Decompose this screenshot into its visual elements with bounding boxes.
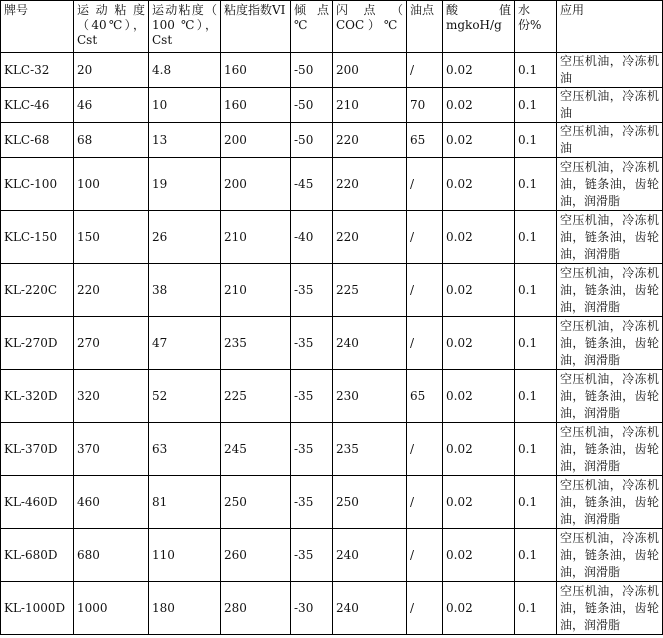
cell-pour-point: -35 [291, 317, 333, 370]
cell-acid-value: 0.02 [443, 53, 515, 88]
table-row [1, 88, 663, 123]
cell-viscosity-index: 250 [221, 476, 291, 529]
cell-viscosity-100: 10 [149, 88, 221, 123]
table-row [1, 370, 663, 423]
cell-water: 0.1 [515, 370, 557, 423]
cell-application: 空压机油，冷冻机油，链条油，齿轮油，润滑脂 [557, 317, 663, 370]
cell-flash-point: 250 [333, 476, 407, 529]
table-row [1, 211, 663, 264]
cell-viscosity-40: 68 [74, 123, 149, 158]
cell-acid-value: 0.02 [443, 423, 515, 476]
cell-application: 空压机油，冷冻机油，链条油，齿轮油，润滑脂 [557, 423, 663, 476]
cell-pour-point: -35 [291, 423, 333, 476]
cell-grade: KL-270D [1, 317, 74, 370]
cell-flash-point: 240 [333, 529, 407, 582]
cell-grade: KLC-150 [1, 211, 74, 264]
cell-viscosity-index: 210 [221, 264, 291, 317]
cell-viscosity-100: 38 [149, 264, 221, 317]
cell-viscosity-40: 320 [74, 370, 149, 423]
cell-pour-point: -45 [291, 158, 333, 211]
cell-application: 空压机油，冷冻机油，链条油，齿轮油，润滑脂 [557, 264, 663, 317]
header-water: 水份% [515, 1, 557, 53]
cell-viscosity-index: 160 [221, 88, 291, 123]
header-row [1, 1, 663, 53]
cell-pour-point: -40 [291, 211, 333, 264]
cell-water: 0.1 [515, 53, 557, 88]
cell-viscosity-40: 20 [74, 53, 149, 88]
cell-pour-point: -30 [291, 582, 333, 635]
cell-flash-point: 210 [333, 88, 407, 123]
cell-grade: KL-680D [1, 529, 74, 582]
cell-oil-point: 65 [407, 123, 443, 158]
cell-water: 0.1 [515, 582, 557, 635]
header-viscosity-40: 运动粘度（40℃），Cst [74, 1, 149, 53]
cell-oil-point: / [407, 211, 443, 264]
cell-grade: KLC-32 [1, 53, 74, 88]
cell-water: 0.1 [515, 529, 557, 582]
cell-application: 空压机油，冷冻机油 [557, 88, 663, 123]
cell-application: 空压机油，冷冻机油，链条油，齿轮油，润滑脂 [557, 211, 663, 264]
cell-viscosity-100: 63 [149, 423, 221, 476]
table-row [1, 582, 663, 635]
cell-oil-point: / [407, 264, 443, 317]
header-oil-point: 油点 [407, 1, 443, 53]
cell-oil-point: / [407, 53, 443, 88]
cell-acid-value: 0.02 [443, 529, 515, 582]
cell-oil-point: / [407, 476, 443, 529]
cell-acid-value: 0.02 [443, 123, 515, 158]
cell-water: 0.1 [515, 123, 557, 158]
table-row [1, 264, 663, 317]
cell-acid-value: 0.02 [443, 264, 515, 317]
header-pour-point: 倾 点 ℃ [291, 1, 333, 53]
cell-viscosity-40: 220 [74, 264, 149, 317]
cell-flash-point: 200 [333, 53, 407, 88]
cell-viscosity-40: 46 [74, 88, 149, 123]
table-row [1, 529, 663, 582]
cell-oil-point: / [407, 582, 443, 635]
cell-oil-point: / [407, 317, 443, 370]
cell-viscosity-index: 160 [221, 53, 291, 88]
table-body [1, 53, 663, 635]
cell-viscosity-100: 110 [149, 529, 221, 582]
cell-viscosity-40: 100 [74, 158, 149, 211]
cell-viscosity-index: 200 [221, 123, 291, 158]
cell-grade: KL-320D [1, 370, 74, 423]
cell-viscosity-40: 460 [74, 476, 149, 529]
cell-pour-point: -35 [291, 476, 333, 529]
cell-viscosity-40: 270 [74, 317, 149, 370]
cell-water: 0.1 [515, 317, 557, 370]
cell-viscosity-40: 370 [74, 423, 149, 476]
cell-flash-point: 240 [333, 582, 407, 635]
cell-application: 空压机油，冷冻机油 [557, 53, 663, 88]
cell-viscosity-100: 47 [149, 317, 221, 370]
cell-grade: KLC-100 [1, 158, 74, 211]
cell-pour-point: -50 [291, 88, 333, 123]
cell-pour-point: -50 [291, 123, 333, 158]
cell-viscosity-index: 280 [221, 582, 291, 635]
cell-flash-point: 220 [333, 123, 407, 158]
cell-viscosity-100: 4.8 [149, 53, 221, 88]
cell-application: 空压机油，冷冻机油，链条油，齿轮油，润滑脂 [557, 158, 663, 211]
cell-acid-value: 0.02 [443, 476, 515, 529]
cell-grade: KL-370D [1, 423, 74, 476]
table-row [1, 423, 663, 476]
cell-grade: KL-220C [1, 264, 74, 317]
cell-viscosity-index: 235 [221, 317, 291, 370]
header-viscosity-100: 运动粘度（ 100 ℃），Cst [149, 1, 221, 53]
cell-pour-point: -35 [291, 264, 333, 317]
table-row [1, 53, 663, 88]
cell-oil-point: 70 [407, 88, 443, 123]
cell-flash-point: 225 [333, 264, 407, 317]
header-application: 应用 [557, 1, 663, 53]
cell-oil-point: / [407, 158, 443, 211]
cell-grade: KLC-68 [1, 123, 74, 158]
cell-viscosity-index: 245 [221, 423, 291, 476]
cell-application: 空压机油，冷冻机油，链条油，齿轮油，润滑脂 [557, 529, 663, 582]
cell-acid-value: 0.02 [443, 370, 515, 423]
cell-viscosity-100: 81 [149, 476, 221, 529]
table-row [1, 317, 663, 370]
cell-pour-point: -50 [291, 53, 333, 88]
cell-viscosity-index: 200 [221, 158, 291, 211]
cell-acid-value: 0.02 [443, 88, 515, 123]
header-viscosity-index: 粘度指数VI [221, 1, 291, 53]
cell-viscosity-100: 19 [149, 158, 221, 211]
cell-water: 0.1 [515, 476, 557, 529]
cell-grade: KLC-46 [1, 88, 74, 123]
cell-application: 空压机油，冷冻机油，链条油，齿轮油，润滑脂 [557, 370, 663, 423]
cell-acid-value: 0.02 [443, 317, 515, 370]
cell-flash-point: 220 [333, 158, 407, 211]
cell-viscosity-100: 26 [149, 211, 221, 264]
cell-viscosity-index: 260 [221, 529, 291, 582]
cell-flash-point: 235 [333, 423, 407, 476]
table-row [1, 123, 663, 158]
cell-viscosity-40: 680 [74, 529, 149, 582]
cell-oil-point: 65 [407, 370, 443, 423]
cell-water: 0.1 [515, 423, 557, 476]
cell-viscosity-100: 13 [149, 123, 221, 158]
header-acid-value: 酸 值 mgkoH/g [443, 1, 515, 53]
cell-application: 空压机油，冷冻机油，链条油，齿轮油，润滑脂 [557, 582, 663, 635]
cell-water: 0.1 [515, 88, 557, 123]
cell-viscosity-index: 225 [221, 370, 291, 423]
cell-viscosity-40: 1000 [74, 582, 149, 635]
cell-viscosity-index: 210 [221, 211, 291, 264]
cell-water: 0.1 [515, 211, 557, 264]
cell-grade: KL-1000D [1, 582, 74, 635]
cell-flash-point: 240 [333, 317, 407, 370]
cell-viscosity-100: 180 [149, 582, 221, 635]
cell-water: 0.1 [515, 158, 557, 211]
cell-flash-point: 220 [333, 211, 407, 264]
cell-pour-point: -35 [291, 529, 333, 582]
cell-grade: KL-460D [1, 476, 74, 529]
cell-oil-point: / [407, 423, 443, 476]
cell-acid-value: 0.02 [443, 211, 515, 264]
cell-acid-value: 0.02 [443, 582, 515, 635]
cell-oil-point: / [407, 529, 443, 582]
header-grade: 牌号 [1, 1, 74, 53]
cell-water: 0.1 [515, 264, 557, 317]
cell-application: 空压机油，冷冻机油，链条油，齿轮油，润滑脂 [557, 476, 663, 529]
header-flash-point: 闪 点 （ COC ） ℃ [333, 1, 407, 53]
table-row [1, 476, 663, 529]
cell-pour-point: -35 [291, 370, 333, 423]
table-row [1, 158, 663, 211]
cell-flash-point: 230 [333, 370, 407, 423]
cell-viscosity-40: 150 [74, 211, 149, 264]
cell-viscosity-100: 52 [149, 370, 221, 423]
cell-application: 空压机油，冷冻机油 [557, 123, 663, 158]
cell-acid-value: 0.02 [443, 158, 515, 211]
